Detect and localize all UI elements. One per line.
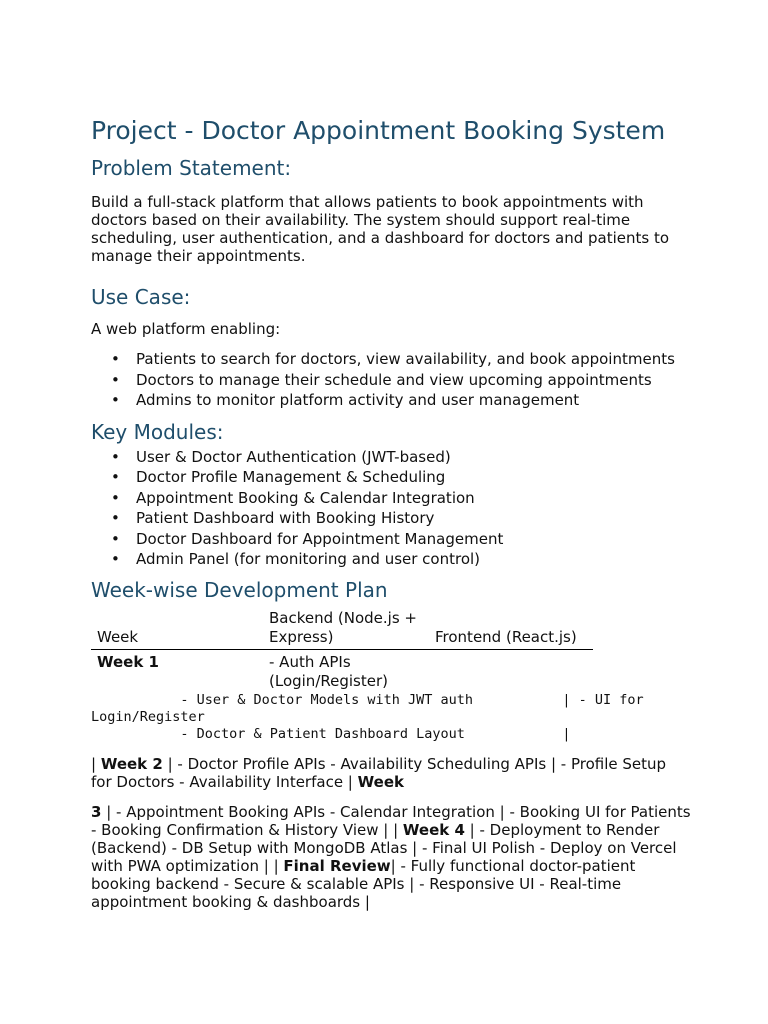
use-case-list bbox=[91, 349, 691, 411]
bullet-icon: • bbox=[111, 391, 120, 409]
bullet-icon: • bbox=[111, 509, 120, 527]
plan-paragraph-week2: | Week 2 | - Doctor Profile APIs - Availability Scheduling APIs | - Profile Setup for Doctors - Availability Interface | Week bbox=[91, 754, 667, 791]
list-item: • User & Doctor Authentication (JWT-based) bbox=[111, 447, 451, 466]
week-cell: Week 1 bbox=[97, 652, 159, 671]
code-line: Login/Register bbox=[91, 708, 205, 725]
list-item: • Patient Dashboard with Booking History bbox=[111, 509, 435, 527]
list-item: • Doctors to manage their schedule and view upcoming appointments bbox=[111, 370, 652, 389]
bullet-icon: • bbox=[111, 488, 120, 507]
column-header-backend: Backend (Node.js + Express) bbox=[269, 608, 417, 646]
list-item: • Admin Panel (for monitoring and user control) bbox=[111, 550, 481, 568]
bullet-icon: • bbox=[111, 550, 120, 568]
modules-list bbox=[91, 447, 691, 570]
bullet-icon: • bbox=[111, 447, 120, 466]
column-header-frontend: Frontend (React.js) bbox=[435, 627, 577, 646]
backend-cell: - Auth APIs (Login/Register) bbox=[269, 652, 388, 690]
code-line: - User & Doctor Models with JWT auth | - UI for bbox=[91, 691, 644, 708]
list-item: • Doctor Profile Management & Scheduling bbox=[111, 468, 446, 486]
code-block bbox=[91, 692, 691, 743]
bullet-icon: • bbox=[111, 529, 120, 548]
bullet-icon: • bbox=[111, 370, 120, 389]
bullet-icon: • bbox=[111, 468, 120, 486]
use-case-heading: Use Case: bbox=[91, 285, 191, 309]
plan-table bbox=[91, 609, 593, 691]
column-header-week: Week bbox=[97, 627, 139, 646]
list-item: • Appointment Booking & Calendar Integration bbox=[111, 488, 475, 507]
frontend-cell bbox=[435, 649, 593, 691]
problem-heading: Problem Statement: bbox=[91, 156, 292, 180]
page-title: Project - Doctor Appointment Booking System bbox=[91, 116, 666, 145]
problem-text: Build a full-stack platform that allows patients to book appointments with doctors based on their availability. The system should support real-time scheduling, user authentication, and a dashboard for doctors and patients to manage their appointments. bbox=[91, 193, 670, 265]
list-item: • Doctor Dashboard for Appointment Management bbox=[111, 529, 504, 548]
modules-heading: Key Modules: bbox=[91, 419, 224, 444]
document-page bbox=[91, 116, 691, 911]
plan-paragraph-week3: 3 | - Appointment Booking APIs - Calendar Integration | - Booking UI for Patients - Booking Confirmation & History View | | Week 4 | - Deployment to Render (Backend) - DB Setup with MongoDB Atlas | - Final UI Polish - Deploy on Vercel with PWA optimization | | Final Review| - Fully functional doctor-patient booking backend - Secure & scalable APIs | - Responsive UI - Real-time appointment booking & dashboards | bbox=[91, 802, 691, 911]
list-item: • Patients to search for doctors, view availability, and book appointments bbox=[111, 350, 675, 368]
table-header-row bbox=[91, 609, 593, 650]
plan-heading: Week-wise Development Plan bbox=[91, 577, 388, 602]
table-row bbox=[91, 649, 593, 691]
list-item: • Admins to monitor platform activity and user management bbox=[111, 391, 580, 409]
code-line: - Doctor & Patient Dashboard Layout | bbox=[91, 725, 571, 742]
bullet-icon: • bbox=[111, 350, 120, 368]
use-case-intro: A web platform enabling: bbox=[91, 320, 281, 338]
